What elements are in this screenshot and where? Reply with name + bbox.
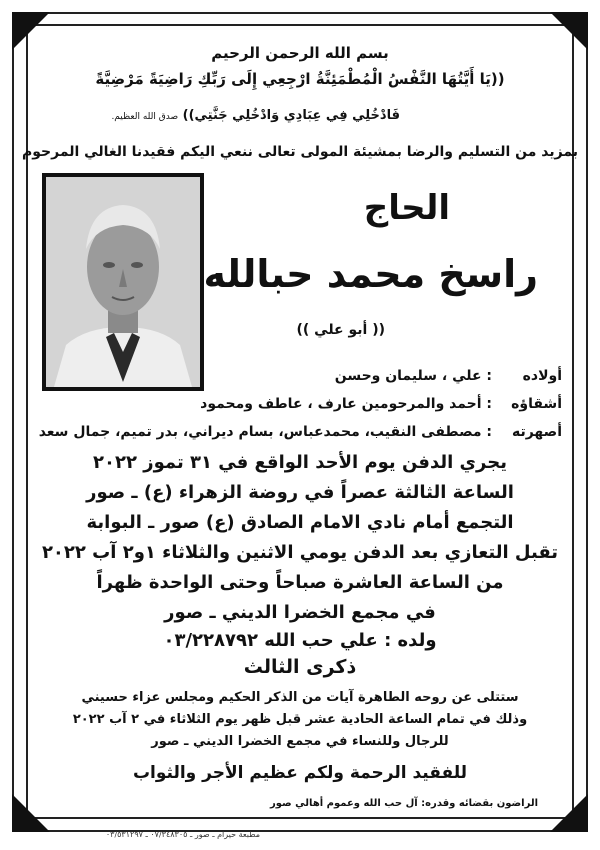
condolence-hours: من الساعة العاشرة صباحاً وحتى الواحدة ظهراً bbox=[96, 572, 504, 593]
deceased-photo bbox=[42, 173, 204, 391]
corner-ornament-bottom-left bbox=[12, 794, 50, 832]
deceased-title: الحاج bbox=[363, 188, 450, 228]
mourners-line: الراضون بقضائه وقدره: آل حب الله وعموم أهالي صور bbox=[270, 798, 538, 809]
third-day-heading: ذكرى الثالث bbox=[243, 656, 357, 678]
relatives-row bbox=[39, 424, 562, 440]
condolence-days: تقبل التعازي بعد الدفن يومي الاثنين والثلاثاء ١و٢ آب ٢٠٢٢ bbox=[41, 542, 559, 563]
condolence-place: في مجمع الخضرا الديني ـ صور bbox=[164, 602, 436, 623]
third-day-line: ستتلى عن روحه الطاهرة آيات من الذكر الحكيم ومجلس عزاء حسيني bbox=[81, 690, 519, 705]
corner-ornament-bottom-right bbox=[550, 794, 588, 832]
quran-verse-text: فَادْخُلِي فِي عِبَادِي وَادْخُلِي جَنَّتِي)) bbox=[182, 108, 400, 123]
basmala: بسم الله الرحمن الرحيم bbox=[211, 44, 389, 62]
relatives-label: أولاده bbox=[522, 368, 562, 384]
relatives-label: أشقاؤه bbox=[511, 396, 562, 412]
printer-credit: مطبعة حيرام ـ صور ـ ٠٧/٣٤٨٣٠٥ ـ ٠٣/٥٣١٢٩٧ bbox=[105, 830, 260, 839]
third-day-line: وذلك في تمام الساعة الحادية عشر قبل ظهر يوم الثلاثاء في ٢ آب ٢٠٢٢ bbox=[72, 712, 528, 727]
quran-verse-line-2 bbox=[111, 108, 400, 123]
deceased-kunya: (( أبو علي )) bbox=[296, 322, 385, 338]
relatives-row bbox=[335, 368, 562, 384]
relatives-value: : مصطفى النقيب، محمدعباس، بسام ديراني، بدر تميم، جمال سعد bbox=[38, 424, 492, 440]
verse-source: صدق الله العظيم. bbox=[111, 112, 179, 122]
relatives-value: : علي ، سليمان وحسن bbox=[334, 368, 492, 384]
quran-verse-line-1: ((يَا أَيَّتُهَا النَّفْسُ الْمُطْمَئِنَّةُ ارْجِعِي إِلَى رَبِّكِ رَاضِيَةً مَرْضِيَّةً bbox=[95, 70, 505, 88]
burial-date: يجري الدفن يوم الأحد الواقع في ٣١ تموز ٢٠٢٢ bbox=[93, 452, 507, 473]
gathering-place: التجمع أمام نادي الامام الصادق (ع) صور ـ البوابة bbox=[86, 512, 514, 533]
deceased-name: راسخ محمد حبالله bbox=[203, 252, 538, 296]
burial-time-place: الساعة الثالثة عصراً في روضة الزهراء (ع) ـ صور bbox=[86, 482, 514, 503]
relatives-row bbox=[200, 396, 562, 412]
closing-prayer: للفقيد الرحمة ولكم عظيم الأجر والثواب bbox=[132, 763, 468, 783]
third-day-line: للرجال وللنساء في مجمع الخضرا الديني ـ صور bbox=[151, 734, 449, 749]
relatives-value: : أحمد والمرحومين عارف ، عاطف ومحمود bbox=[200, 396, 492, 412]
portrait-image bbox=[46, 177, 200, 387]
relatives-label: أصهرته bbox=[511, 424, 562, 440]
death-announcement: بمزيد من التسليم والرضا بمشيئة المولى تعالى ننعي اليكم فقيدنا الغالي المرحوم bbox=[22, 144, 578, 160]
contact-phone: ولده : علي حب الله ٠٣/٢٢٨٧٩٢ bbox=[163, 630, 437, 651]
